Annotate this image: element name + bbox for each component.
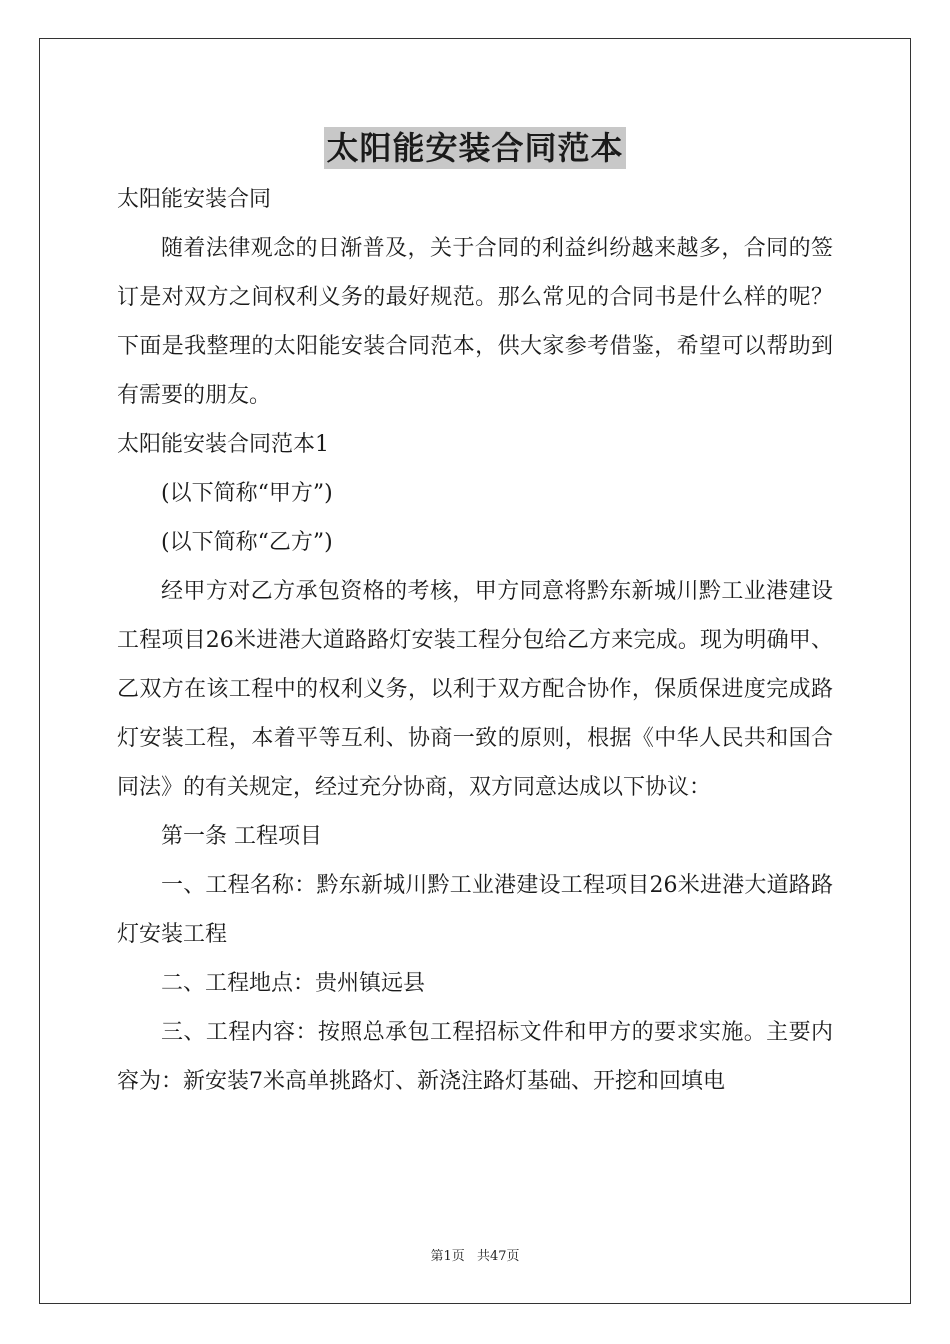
document-title: 太阳能安装合同范本 (326, 129, 624, 167)
section-heading: 太阳能安装合同范本1 (117, 432, 329, 457)
project-name-paragraph: 一、工程名称：黔东新城川黔工业港建设工程项目26米进港大道路路灯安装工程 (117, 873, 833, 947)
subtitle-paragraph: 太阳能安装合同 (117, 187, 272, 212)
page-total: 共47页 (476, 1249, 520, 1264)
document-body (117, 175, 833, 1106)
project-content-paragraph: 三、工程内容：按照总承包工程招标文件和甲方的要求实施。主要内容为：新安装7米高单挑路灯、新浇注路灯基础、开挖和回填电 (117, 1020, 833, 1094)
party-a-line: (以下简称“甲方”) (161, 481, 333, 506)
page-number: 第1页 (430, 1249, 465, 1264)
party-b-line: (以下简称“乙方”) (161, 530, 333, 555)
agreement-paragraph: 经甲方对乙方承包资格的考核，甲方同意将黔东新城川黔工业港建设工程项目26米进港大道路路灯安装工程分包给乙方来完成。现为明确甲、乙双方在该工程中的权利义务，以利于双方配合协作，保质保进度完成路灯安装工程，本着平等互利、协商一致的原则，根据《中华人民共和国合同法》的有关规定，经过充分协商，双方同意达成以下协议： (117, 579, 833, 800)
page-footer (0, 1245, 950, 1264)
title-container (0, 127, 950, 169)
article-heading: 第一条 工程项目 (161, 824, 322, 849)
project-location-paragraph: 二、工程地点：贵州镇远县 (161, 971, 426, 996)
intro-paragraph: 随着法律观念的日渐普及，关于合同的利益纠纷越来越多，合同的签订是对双方之间权利义务的最好规范。那么常见的合同书是什么样的呢？下面是我整理的太阳能安装合同范本，供大家参考借鉴，希望可以帮助到有需要的朋友。 (117, 236, 833, 408)
